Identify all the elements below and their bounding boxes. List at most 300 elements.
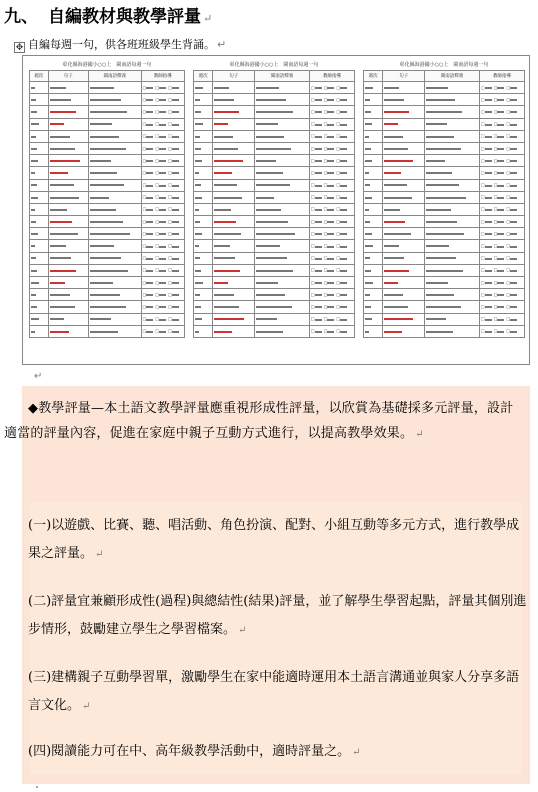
worksheet-cell (255, 106, 310, 118)
text-placeholder-line (384, 123, 398, 125)
checkbox-icon: □ (323, 84, 328, 90)
worksheet-cell (30, 264, 49, 276)
text-placeholder-line (384, 318, 413, 320)
worksheet-cell (48, 301, 88, 313)
worksheet-cell (479, 191, 524, 203)
text-placeholder-line (485, 99, 492, 101)
text-placeholder-line (31, 245, 35, 247)
text-placeholder-line (172, 111, 179, 113)
text-placeholder-line (485, 111, 492, 113)
text-placeholder-line (195, 172, 199, 174)
worksheet-cell (309, 264, 354, 276)
worksheet-cell (479, 203, 524, 215)
text-placeholder-line (315, 99, 322, 101)
worksheet-cell (425, 228, 480, 240)
text-placeholder-line (497, 99, 504, 101)
text-placeholder-line (195, 221, 200, 223)
checkbox-icon: □ (493, 84, 498, 90)
checkbox-icon: □ (336, 96, 341, 102)
worksheet-cell (425, 94, 480, 106)
worksheet-cell (364, 106, 383, 118)
worksheet-cell (383, 264, 425, 276)
text-placeholder-line (327, 197, 334, 199)
text-placeholder-line (365, 257, 370, 259)
text-placeholder-line (50, 270, 76, 272)
text-placeholder-line (340, 270, 347, 272)
text-placeholder-line (327, 221, 334, 223)
text-placeholder-line (384, 87, 399, 89)
worksheet-cell (194, 179, 213, 191)
checkbox-icon: □ (168, 121, 172, 127)
worksheet-row (30, 82, 185, 94)
text-placeholder-line (146, 319, 153, 321)
worksheet-cell (425, 155, 480, 167)
worksheet-row (364, 277, 525, 289)
worksheet-cell (141, 130, 184, 142)
worksheet-cell (364, 82, 383, 94)
worksheet-cell (194, 264, 213, 276)
worksheet-cell (213, 118, 255, 130)
text-placeholder-line (315, 209, 322, 211)
text-placeholder-line (365, 282, 373, 284)
worksheet-cell (30, 252, 49, 264)
worksheet-row (364, 142, 525, 154)
text-placeholder-line (90, 160, 111, 162)
text-placeholder-line (159, 111, 166, 113)
text-placeholder-line (50, 209, 67, 211)
worksheet-cell (255, 179, 310, 191)
worksheet-row (194, 82, 355, 94)
text-placeholder-line (365, 160, 372, 162)
text-placeholder-line (426, 111, 462, 113)
text-placeholder-line (31, 197, 38, 199)
worksheet-cell (88, 118, 141, 130)
worksheet-cell (479, 228, 524, 240)
checkbox-icon: □ (168, 218, 172, 224)
text-placeholder-line (172, 306, 179, 308)
paragraph-mark: ↵ (34, 371, 43, 382)
worksheet-cell (364, 277, 383, 289)
text-placeholder-line (340, 172, 347, 174)
text-placeholder-line (50, 99, 71, 101)
text-placeholder-line (256, 197, 274, 199)
text-placeholder-line (195, 306, 201, 308)
evaluation-item-4 (28, 738, 528, 767)
text-placeholder-line (195, 123, 203, 125)
worksheet-cell (479, 301, 524, 313)
worksheet-header-cell: 閩南語釋義 (255, 71, 310, 82)
checkbox-icon: □ (168, 279, 172, 285)
text-placeholder-line (214, 306, 239, 308)
text-placeholder-line (146, 197, 153, 199)
worksheet-cell (479, 240, 524, 252)
text-placeholder-line (31, 257, 36, 259)
text-placeholder-line (327, 331, 334, 333)
text-placeholder-line (256, 148, 291, 150)
text-placeholder-line (214, 331, 232, 333)
worksheet-cell (425, 130, 480, 142)
checkbox-icon: □ (480, 121, 485, 127)
worksheet-row (194, 167, 355, 179)
checkbox-icon: □ (480, 194, 485, 200)
checkbox-icon: □ (310, 243, 315, 249)
text-placeholder-line (365, 148, 371, 150)
worksheet-row (364, 289, 525, 301)
worksheet-cell (383, 167, 425, 179)
text-placeholder-line (327, 319, 334, 321)
text-placeholder-line (485, 197, 492, 199)
text-placeholder-line (315, 319, 322, 321)
worksheet-cell (30, 301, 49, 313)
worksheet-cell (141, 252, 184, 264)
text-placeholder-line (31, 282, 39, 284)
worksheet-cell (141, 155, 184, 167)
worksheet-cell (309, 277, 354, 289)
checkbox-icon: □ (506, 230, 511, 236)
text-placeholder-line (50, 233, 78, 235)
text-placeholder-line (50, 172, 68, 174)
worksheet-cell (479, 179, 524, 191)
text-placeholder-line (485, 148, 492, 150)
text-placeholder-line (327, 148, 334, 150)
worksheet-cell (88, 301, 141, 313)
text-placeholder-line (214, 209, 231, 211)
worksheet-row (194, 301, 355, 313)
paragraph-mark: ↵ (203, 12, 213, 25)
text-placeholder-line (214, 318, 244, 320)
worksheet-row (194, 289, 355, 301)
text-placeholder-line (497, 87, 504, 89)
checkbox-icon: □ (493, 243, 498, 249)
text-placeholder-line (510, 172, 517, 174)
text-placeholder-line (497, 136, 504, 138)
text-placeholder-line (159, 282, 166, 284)
worksheet-cell (309, 240, 354, 252)
text-placeholder-line (497, 233, 504, 235)
text-placeholder-line (327, 99, 334, 101)
text-placeholder-line (31, 111, 37, 113)
checkbox-icon: □ (493, 279, 498, 285)
text-placeholder-line (384, 331, 402, 333)
checkbox-icon: □ (506, 145, 511, 151)
paragraph-mark: ↵ (82, 701, 91, 712)
worksheet-cell (48, 142, 88, 154)
worksheet-cell (213, 179, 255, 191)
worksheet-cell (383, 155, 425, 167)
text-placeholder-line (426, 233, 464, 235)
text-placeholder-line (256, 294, 285, 296)
text-placeholder-line (510, 233, 517, 235)
text-placeholder-line (256, 331, 283, 333)
checkbox-icon: □ (310, 145, 315, 151)
text-placeholder-line (485, 185, 492, 187)
worksheet-cell (213, 167, 255, 179)
worksheet-row (194, 252, 355, 264)
worksheet-cell (309, 301, 354, 313)
worksheet-row (364, 325, 525, 337)
checkbox-icon: □ (142, 230, 147, 236)
checkbox-icon: □ (506, 291, 511, 297)
worksheet-row (30, 179, 185, 191)
text-placeholder-line (497, 185, 504, 187)
text-placeholder-line (497, 270, 504, 272)
worksheet-cell (364, 142, 383, 154)
worksheet-cell (88, 325, 141, 337)
text-placeholder-line (90, 136, 119, 138)
checkbox-icon: □ (336, 157, 341, 163)
checkbox-icon: □ (310, 182, 315, 188)
worksheet-row (194, 155, 355, 167)
text-placeholder-line (384, 99, 404, 101)
worksheet-cell (213, 264, 255, 276)
worksheet-cell (88, 277, 141, 289)
text-placeholder-line (327, 294, 334, 296)
worksheet-row (364, 82, 525, 94)
text-placeholder-line (497, 124, 504, 126)
worksheet-cell (425, 313, 480, 325)
checkbox-icon: □ (323, 108, 328, 114)
checkbox-icon: □ (310, 169, 315, 175)
text-placeholder-line (172, 197, 179, 199)
text-placeholder-line (214, 184, 237, 186)
text-placeholder-line (327, 270, 334, 272)
worksheet-cell (255, 228, 310, 240)
text-placeholder-line (146, 87, 153, 89)
checkbox-icon: □ (155, 108, 160, 114)
checkbox-icon: □ (480, 255, 485, 261)
worksheet-row (30, 94, 185, 106)
text-placeholder-line (214, 136, 233, 138)
worksheet-cell (30, 277, 49, 289)
checkbox-icon: □ (142, 133, 147, 139)
worksheet-cell (48, 289, 88, 301)
checkbox-icon: □ (336, 279, 341, 285)
page-end-dot (36, 786, 38, 788)
text-placeholder-line (497, 282, 504, 284)
worksheet-cell (141, 179, 184, 191)
text-placeholder-line (510, 282, 517, 284)
checkbox-icon: □ (493, 182, 498, 188)
text-placeholder-line (31, 209, 35, 211)
checkbox-icon: □ (323, 133, 328, 139)
text-placeholder-line (510, 99, 517, 101)
text-placeholder-line (485, 282, 492, 284)
text-placeholder-line (340, 246, 347, 248)
text-placeholder-line (315, 185, 322, 187)
worksheet-cell (383, 82, 425, 94)
text-placeholder-line (365, 123, 372, 125)
checkbox-icon: □ (310, 303, 315, 309)
text-placeholder-line (485, 319, 492, 321)
checkbox-icon: □ (168, 145, 172, 151)
text-placeholder-line (340, 319, 347, 321)
checkbox-icon: □ (480, 169, 485, 175)
text-placeholder-line (214, 294, 234, 296)
checkbox-icon: □ (493, 169, 498, 175)
text-placeholder-line (159, 221, 166, 223)
worksheet-cell (194, 289, 213, 301)
text-placeholder-line (256, 221, 288, 223)
checkbox-icon: □ (493, 145, 498, 151)
worksheet-row (194, 118, 355, 130)
worksheet-cell (364, 203, 383, 215)
text-placeholder-line (510, 87, 517, 89)
checkbox-icon: □ (142, 218, 147, 224)
text-placeholder-line (497, 246, 504, 248)
text-placeholder-line (214, 99, 234, 101)
checkbox-icon: □ (480, 243, 485, 249)
worksheet-cell (88, 203, 141, 215)
worksheet-cell (30, 313, 49, 325)
checkbox-icon: □ (168, 96, 172, 102)
text-placeholder-line (214, 233, 241, 235)
text-placeholder-line (426, 148, 461, 150)
checkbox-icon: □ (142, 328, 147, 334)
text-placeholder-line (510, 160, 517, 162)
checkbox-icon: □ (493, 230, 498, 236)
section-title: 自編教材與教學評量 (48, 7, 201, 27)
checkbox-icon: □ (142, 303, 147, 309)
checkbox-icon: □ (336, 169, 341, 175)
text-placeholder-line (90, 270, 128, 272)
worksheet-cell (213, 240, 255, 252)
worksheet-cell (141, 301, 184, 313)
worksheet-cell (213, 252, 255, 264)
checkbox-icon: □ (480, 96, 485, 102)
worksheet-cell (309, 118, 354, 130)
worksheet-cell (309, 106, 354, 118)
worksheet-row (30, 240, 185, 252)
worksheet-cell (364, 216, 383, 228)
worksheet-cell (88, 130, 141, 142)
text-placeholder-line (315, 87, 322, 89)
text-placeholder-line (315, 197, 322, 199)
text-placeholder-line (195, 111, 201, 113)
worksheet-cell (425, 203, 480, 215)
text-placeholder-line (146, 136, 153, 138)
text-placeholder-line (510, 197, 517, 199)
checkbox-icon: □ (506, 328, 511, 334)
worksheet-cell (255, 277, 310, 289)
worksheet-cell (141, 313, 184, 325)
worksheet-cell (425, 240, 480, 252)
text-placeholder-line (384, 184, 407, 186)
worksheet-cell (30, 82, 49, 94)
text-placeholder-line (340, 258, 347, 260)
worksheet-cell (309, 228, 354, 240)
checkbox-icon: □ (336, 108, 341, 114)
worksheet-header-cell: 閩南語釋義 (425, 71, 480, 82)
text-placeholder-line (172, 148, 179, 150)
worksheet-row (194, 228, 355, 240)
worksheet-row (30, 289, 185, 301)
worksheet-cell (383, 301, 425, 313)
checkbox-icon: □ (142, 157, 147, 163)
worksheet-cell (213, 142, 255, 154)
checkbox-icon: □ (310, 133, 315, 139)
worksheet-header-cell: 閩南語釋義 (88, 71, 141, 82)
text-placeholder-line (510, 124, 517, 126)
text-placeholder-line (340, 148, 347, 150)
text-placeholder-line (315, 294, 322, 296)
checkbox-icon: □ (310, 291, 315, 297)
checkbox-icon: □ (323, 145, 328, 151)
checkbox-icon: □ (506, 316, 511, 322)
text-placeholder-line (214, 172, 232, 174)
worksheet-cell (479, 216, 524, 228)
text-placeholder-line (384, 221, 405, 223)
text-placeholder-line (214, 257, 235, 259)
text-placeholder-line (159, 160, 166, 162)
text-placeholder-line (214, 148, 238, 150)
worksheet-cell (364, 94, 383, 106)
text-placeholder-line (159, 319, 166, 321)
text-placeholder-line (485, 306, 492, 308)
text-placeholder-line (90, 184, 124, 186)
worksheet-cell (48, 228, 88, 240)
checkbox-icon: □ (480, 279, 485, 285)
worksheet-cell (364, 313, 383, 325)
text-placeholder-line (340, 282, 347, 284)
worksheet-cell (141, 289, 184, 301)
worksheet-cell (479, 118, 524, 130)
checkbox-icon: □ (142, 255, 147, 261)
checkbox-icon: □ (336, 316, 341, 322)
text-placeholder-line (384, 282, 398, 284)
text-placeholder-line (365, 331, 369, 333)
text-placeholder-line (485, 124, 492, 126)
checkbox-icon: □ (168, 108, 172, 114)
table-move-handle-icon[interactable]: ✥ (15, 43, 24, 53)
worksheet-cell (383, 142, 425, 154)
text-placeholder-line (497, 209, 504, 211)
text-placeholder-line (365, 294, 370, 296)
worksheet-cell (194, 252, 213, 264)
checkbox-icon: □ (142, 316, 147, 322)
checkbox-icon: □ (506, 108, 511, 114)
checkbox-icon: □ (323, 303, 328, 309)
checkbox-icon: □ (142, 108, 147, 114)
worksheet-cell (309, 94, 354, 106)
text-placeholder-line (497, 172, 504, 174)
text-placeholder-line (90, 294, 120, 296)
worksheet-cell (48, 313, 88, 325)
text-placeholder-line (256, 318, 277, 320)
checkbox-icon: □ (493, 255, 498, 261)
text-placeholder-line (172, 99, 179, 101)
embedded-worksheets-image[interactable] (22, 55, 530, 365)
text-placeholder-line (426, 99, 455, 101)
worksheet-cell (48, 82, 88, 94)
worksheet-cell (479, 252, 524, 264)
text-placeholder-line (497, 221, 504, 223)
text-placeholder-line (159, 197, 166, 199)
text-placeholder-line (31, 87, 35, 89)
checkbox-icon: □ (506, 133, 511, 139)
checkbox-icon: □ (310, 157, 315, 163)
worksheet-cell (141, 142, 184, 154)
text-placeholder-line (510, 111, 517, 113)
text-placeholder-line (426, 209, 451, 211)
text-placeholder-line (90, 99, 121, 101)
checkbox-icon: □ (310, 255, 315, 261)
checkbox-icon: □ (168, 133, 172, 139)
text-placeholder-line (195, 87, 203, 89)
worksheet-cell (194, 203, 213, 215)
worksheet-cell (479, 106, 524, 118)
worksheet-cell (383, 289, 425, 301)
worksheet-row (30, 106, 185, 118)
